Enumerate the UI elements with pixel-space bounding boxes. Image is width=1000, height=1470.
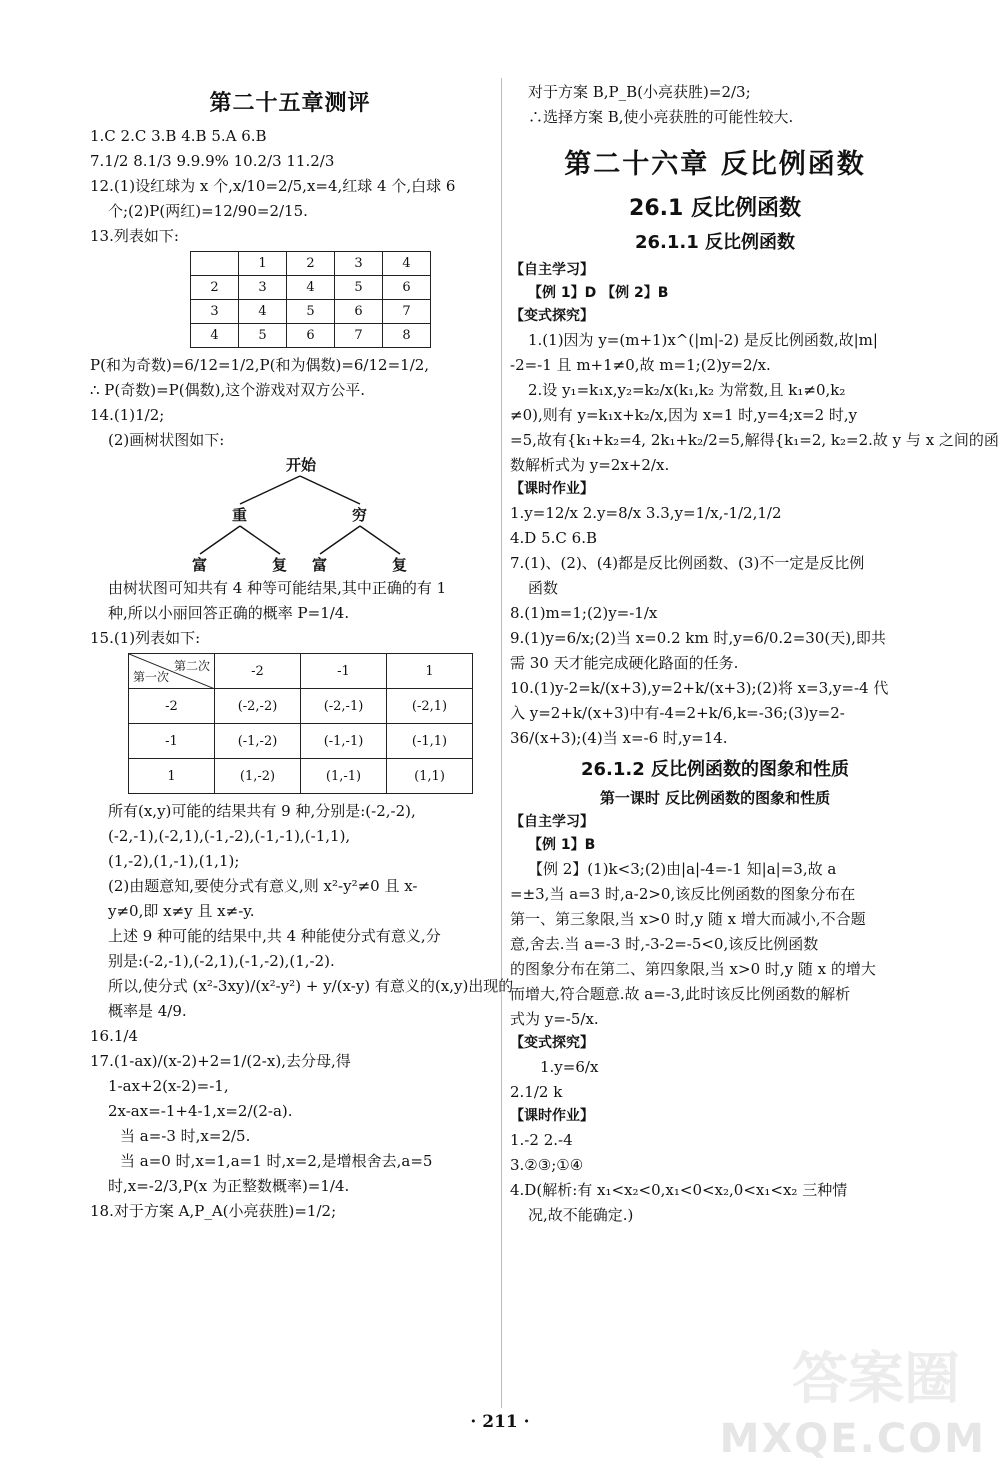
answer-line: 由树状图可知共有 4 种等可能结果,其中正确的有 1 — [108, 579, 447, 597]
table-cell: 6 — [335, 300, 383, 324]
chapter-25-test-title: 第二十五章测评 — [209, 91, 371, 116]
answer-line: =5,故有{k₁+k₂=4, 2k₁+k₂/2=5,解得{k₁=2, k₂=2.故 y 与 x 之间的函 — [510, 431, 999, 449]
tree-node: 重 — [232, 506, 248, 524]
answer-line: 36/(x+3);(4)当 x=-6 时,y=14. — [510, 729, 728, 747]
answer-line: 9.(1)y=6/x;(2)当 x=0.2 km 时,y=6/0.2=30(天),即共 — [510, 629, 886, 647]
table-cell: 4 — [383, 252, 431, 276]
answer-line: 当 a=0 时,x=1,a=1 时,x=2,是增根舍去,a=5 — [120, 1152, 433, 1170]
page-number: · 211 · — [470, 1412, 530, 1432]
table-cell: -2 — [129, 689, 215, 724]
table-cell: 3 — [335, 252, 383, 276]
answer-line: 况,故不能确定.) — [528, 1206, 634, 1224]
answer-line: 16.1/4 — [90, 1027, 138, 1045]
column-divider — [501, 78, 502, 1408]
answer-line: 2x-ax=-1+4-1,x=2/(2-a). — [108, 1102, 293, 1120]
corner-label-top: 第二次 — [173, 659, 210, 673]
table-cell: 7 — [383, 300, 431, 324]
table-header-cell: -2 — [215, 654, 301, 689]
left-column — [90, 78, 514, 1225]
homework-tag: 【课时作业】 — [510, 1108, 594, 1124]
answer-line: =±3,当 a=3 时,a-2>0,该反比例函数的图象分布在 — [510, 885, 856, 903]
answer-line: 【例 2】(1)k<3;(2)由|a|-4=-1 知|a|=3,故 a — [528, 860, 837, 878]
table-cell: (-2,-2) — [215, 689, 301, 724]
table-cell: 1 — [129, 759, 215, 794]
watermark-logo: 答案圈 — [792, 1347, 960, 1412]
answer-line: ∴ P(奇数)=P(偶数),这个游戏对双方公平. — [90, 381, 366, 399]
table-cell: (-1,1) — [387, 724, 473, 759]
table-cell: 3 — [239, 276, 287, 300]
tree-leaf: 富 — [192, 556, 208, 574]
lesson-title: 第一课时 反比例函数的图象和性质 — [599, 789, 831, 807]
answer-line: 1.y=12/x 2.y=8/x 3.3,y=1/x,-1/2,1/2 — [510, 504, 782, 522]
tree-edge — [320, 526, 360, 554]
table-cell: 5 — [335, 276, 383, 300]
table-cell: (1,1) — [387, 759, 473, 794]
answer-line: 4.D 5.C 6.B — [510, 529, 597, 547]
answer-line: 对于方案 B,P_B(小亮获胜)=2/3; — [528, 83, 751, 101]
table-cell: 1 — [239, 252, 287, 276]
table-cell — [191, 252, 239, 276]
answer-line: 10.(1)y-2=k/(x+3),y=2+k/(x+3);(2)将 x=3,y=-4 代 — [510, 679, 889, 697]
table-cell: 6 — [287, 324, 335, 348]
variant-tag: 【变式探究】 — [510, 308, 594, 324]
tree-leaf: 富 — [312, 556, 328, 574]
answer-line: -2=-1 且 m+1≠0,故 m=1;(2)y=2/x. — [510, 356, 771, 374]
sum-table — [190, 251, 431, 348]
subsection-title: 26.1.1 反比例函数 — [634, 232, 796, 253]
answer-line: 式为 y=-5/x. — [510, 1010, 599, 1028]
self-study-tag: 【自主学习】 — [510, 814, 594, 830]
answer-line: 数解析式为 y=2x+2/x. — [510, 456, 670, 474]
table-cell: 4 — [287, 276, 335, 300]
table-cell: (-2,-1) — [301, 689, 387, 724]
tree-root: 开始 — [286, 456, 317, 474]
answer-line: ∴选择方案 B,使小亮获胜的可能性较大. — [528, 108, 794, 126]
table-cell: 7 — [335, 324, 383, 348]
table-cell: 4 — [239, 300, 287, 324]
tree-edge — [240, 526, 280, 554]
tree-diagram — [150, 454, 450, 574]
answer-line: (-2,-1),(-2,1),(-1,-2),(-1,-1),(-1,1), — [108, 827, 351, 845]
table-cell: -1 — [129, 724, 215, 759]
answer-line: 8.(1)m=1;(2)y=-1/x — [510, 604, 658, 622]
answer-line: 概率是 4/9. — [108, 1002, 187, 1020]
table-cell: 4 — [191, 324, 239, 348]
table-cell: (1,-1) — [301, 759, 387, 794]
corner-label-bottom: 第一次 — [133, 670, 170, 684]
answer-line: 的图象分布在第二、第四象限,当 x>0 时,y 随 x 的增大 — [510, 960, 876, 978]
answer-line: 种,所以小丽回答正确的概率 P=1/4. — [108, 604, 350, 622]
table-cell: (-2,1) — [387, 689, 473, 724]
table-cell: 6 — [383, 276, 431, 300]
tree-edge — [200, 526, 240, 554]
table-cell: 8 — [383, 324, 431, 348]
answer-line: 2.1/2 k — [510, 1083, 563, 1101]
answer-line: 3.②③;①④ — [510, 1156, 584, 1174]
watermark-text: MXQE.COM — [719, 1416, 986, 1462]
answer-line: 1.y=6/x — [540, 1058, 599, 1076]
table-header-cell: 1 — [387, 654, 473, 689]
chapter-26-title: 第二十六章 反比例函数 — [564, 149, 866, 180]
answer-line: 所以,使分式 (x²-3xy)/(x²-y²) + y/(x-y) 有意义的(x,y)出现的 — [108, 977, 514, 995]
homework-tag: 【课时作业】 — [510, 481, 594, 497]
tree-edge — [360, 526, 400, 554]
section-title: 26.1 反比例函数 — [629, 196, 801, 221]
subsection-title-2: 26.1.2 反比例函数的图象和性质 — [580, 759, 850, 780]
table-corner-cell — [129, 654, 215, 689]
answer-line: 而增大,符合题意.故 a=-3,此时该反比例函数的解析 — [510, 985, 851, 1003]
answer-line: 上述 9 种可能的结果中,共 4 种能使分式有意义,分 — [108, 927, 441, 945]
table-cell: 5 — [287, 300, 335, 324]
example-answer: 【例 1】B — [528, 837, 596, 853]
answer-line: ≠0),则有 y=k₁x+k₂/x,因为 x=1 时,y=4;x=2 时,y — [510, 406, 858, 424]
table-header-cell: -1 — [301, 654, 387, 689]
answer-line: 函数 — [528, 579, 559, 597]
answer-line: (2)由题意知,要使分式有意义,则 x²-y²≠0 且 x- — [108, 877, 418, 895]
answer-line: 13.列表如下: — [90, 227, 179, 245]
tree-leaf: 复 — [392, 556, 408, 574]
table-cell: (-1,-1) — [301, 724, 387, 759]
answer-line: (1,-2),(1,-1),(1,1); — [108, 852, 240, 870]
answer-line: 第一、第三象限,当 x>0 时,y 随 x 增大而减小,不合题 — [510, 910, 866, 928]
answer-line: 需 30 天才能完成硬化路面的任务. — [510, 654, 739, 672]
answer-line: 18.对于方案 A,P_A(小亮获胜)=1/2; — [90, 1202, 337, 1220]
table-cell: 2 — [287, 252, 335, 276]
tree-edge — [300, 476, 360, 504]
answer-line: 别是:(-2,-1),(-2,1),(-1,-2),(1,-2). — [108, 952, 335, 970]
table-cell: 3 — [191, 300, 239, 324]
answer-line: 所有(x,y)可能的结果共有 9 种,分别是:(-2,-2), — [108, 802, 416, 820]
answer-line: 1.C 2.C 3.B 4.B 5.A 6.B — [90, 127, 267, 145]
answer-line: 当 a=-3 时,x=2/5. — [120, 1127, 251, 1145]
answer-line: 2.设 y₁=k₁x,y₂=k₂/x(k₁,k₂ 为常数,且 k₁≠0,k₂ — [528, 381, 846, 399]
answer-line: 7.1/2 8.1/3 9.9.9% 10.2/3 11.2/3 — [90, 152, 335, 170]
table-cell: 5 — [239, 324, 287, 348]
answer-line: y≠0,即 x≠y 且 x≠-y. — [108, 902, 255, 920]
answer-line: 1.-2 2.-4 — [510, 1131, 573, 1149]
answer-line: 15.(1)列表如下: — [90, 629, 201, 647]
tree-leaf: 复 — [272, 556, 288, 574]
answer-line: 1-ax+2(x-2)=-1, — [108, 1077, 229, 1095]
answer-line: 17.(1-ax)/(x-2)+2=1/(2-x),去分母,得 — [90, 1052, 351, 1070]
table-cell: 2 — [191, 276, 239, 300]
answer-line: (2)画树状图如下: — [108, 431, 225, 449]
example-answers: 【例 1】D 【例 2】B — [528, 285, 669, 301]
answer-line: 入 y=2+k/(x+3)中有-4=2+k/6,k=-36;(3)y=2- — [510, 704, 845, 722]
table-cell: (-1,-2) — [215, 724, 301, 759]
answer-line: P(和为奇数)=6/12=1/2,P(和为偶数)=6/12=1/2, — [90, 356, 430, 374]
tree-edge — [240, 476, 300, 504]
pair-table — [128, 653, 473, 794]
tree-node: 穷 — [352, 506, 368, 524]
answer-line: 时,x=-2/3,P(x 为正整数概率)=1/4. — [108, 1177, 350, 1195]
answer-line: 4.D(解析:有 x₁<x₂<0,x₁<0<x₂,0<x₁<x₂ 三种情 — [510, 1181, 848, 1199]
right-column — [510, 78, 999, 1229]
answer-line: 12.(1)设红球为 x 个,x/10=2/5,x=4,红球 4 个,白球 6 — [90, 177, 456, 195]
answer-line: 14.(1)1/2; — [90, 406, 165, 424]
answer-line: 1.(1)因为 y=(m+1)x^(|m|-2) 是反比例函数,故|m| — [528, 331, 878, 349]
self-study-tag: 【自主学习】 — [510, 262, 594, 278]
answer-line: 7.(1)、(2)、(4)都是反比例函数、(3)不一定是反比例 — [510, 554, 865, 572]
answer-line: 个;(2)P(两红)=12/90=2/15. — [108, 202, 308, 220]
variant-tag: 【变式探究】 — [510, 1035, 594, 1051]
table-cell: (1,-2) — [215, 759, 301, 794]
answer-line: 意,舍去.当 a=-3 时,-3-2=-5<0,该反比例函数 — [510, 935, 819, 953]
